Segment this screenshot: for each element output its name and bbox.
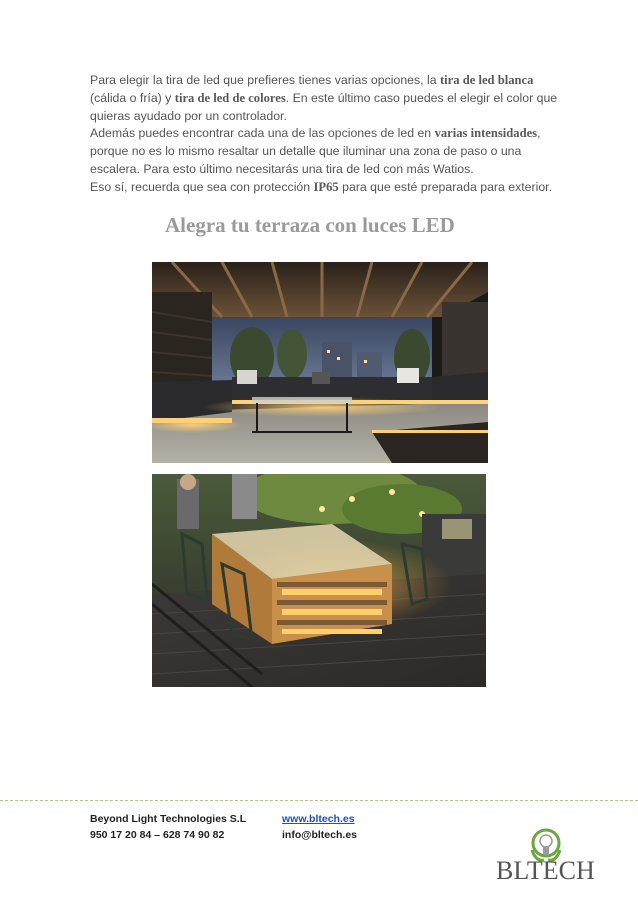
- footer-contact-left: [90, 811, 246, 843]
- bold-term-white-led: tira de led blanca: [439, 73, 534, 87]
- email-address: info@bltech.es: [282, 829, 357, 841]
- text-span: (cálida o fría) y: [90, 90, 175, 105]
- terrace-pergola-photo: [152, 262, 488, 463]
- section-heading: Alegra tu terraza con luces LED: [165, 213, 455, 237]
- text-span: para que esté preparada para exterior.: [338, 179, 553, 194]
- footer-divider: [0, 800, 638, 801]
- website-link[interactable]: www.bltech.es: [282, 813, 355, 825]
- text-span: , porque no es lo mismo resaltar un detalle que iluminar una zona de paso o una escalera. Para esto último necesitarás una tira de led con más Watios.: [90, 126, 541, 176]
- pallet-table-photo: [152, 474, 486, 687]
- paragraph-ip65: [90, 179, 560, 197]
- bold-term-color-led: tira de led de colores: [174, 90, 286, 105]
- text-span: Además puedes encontrar cada una de las opciones de led en: [90, 126, 435, 141]
- paragraph-intensities: [90, 125, 560, 178]
- bold-term-ip65: IP65: [313, 179, 339, 194]
- company-name: Beyond Light Technologies S.L: [90, 813, 247, 825]
- paragraph-led-options: [90, 72, 560, 125]
- text-span: Eso sí, recuerda que sea con protección: [90, 179, 314, 194]
- bltech-logo: [496, 826, 608, 888]
- phone-numbers: 950 17 20 84 – 628 74 90 82: [90, 829, 225, 841]
- logo-text: BLTECH: [496, 856, 595, 885]
- body-text: [90, 72, 560, 197]
- footer-contact-right: [282, 811, 357, 843]
- text-span: . En este último caso puedes el elegir el color que quieras ayudado por un controlador.: [90, 90, 558, 123]
- text-span: Para elegir la tira de led que prefieres tienes varias opciones, la: [90, 73, 440, 87]
- bold-term-intensities: varias intensidades: [434, 126, 538, 141]
